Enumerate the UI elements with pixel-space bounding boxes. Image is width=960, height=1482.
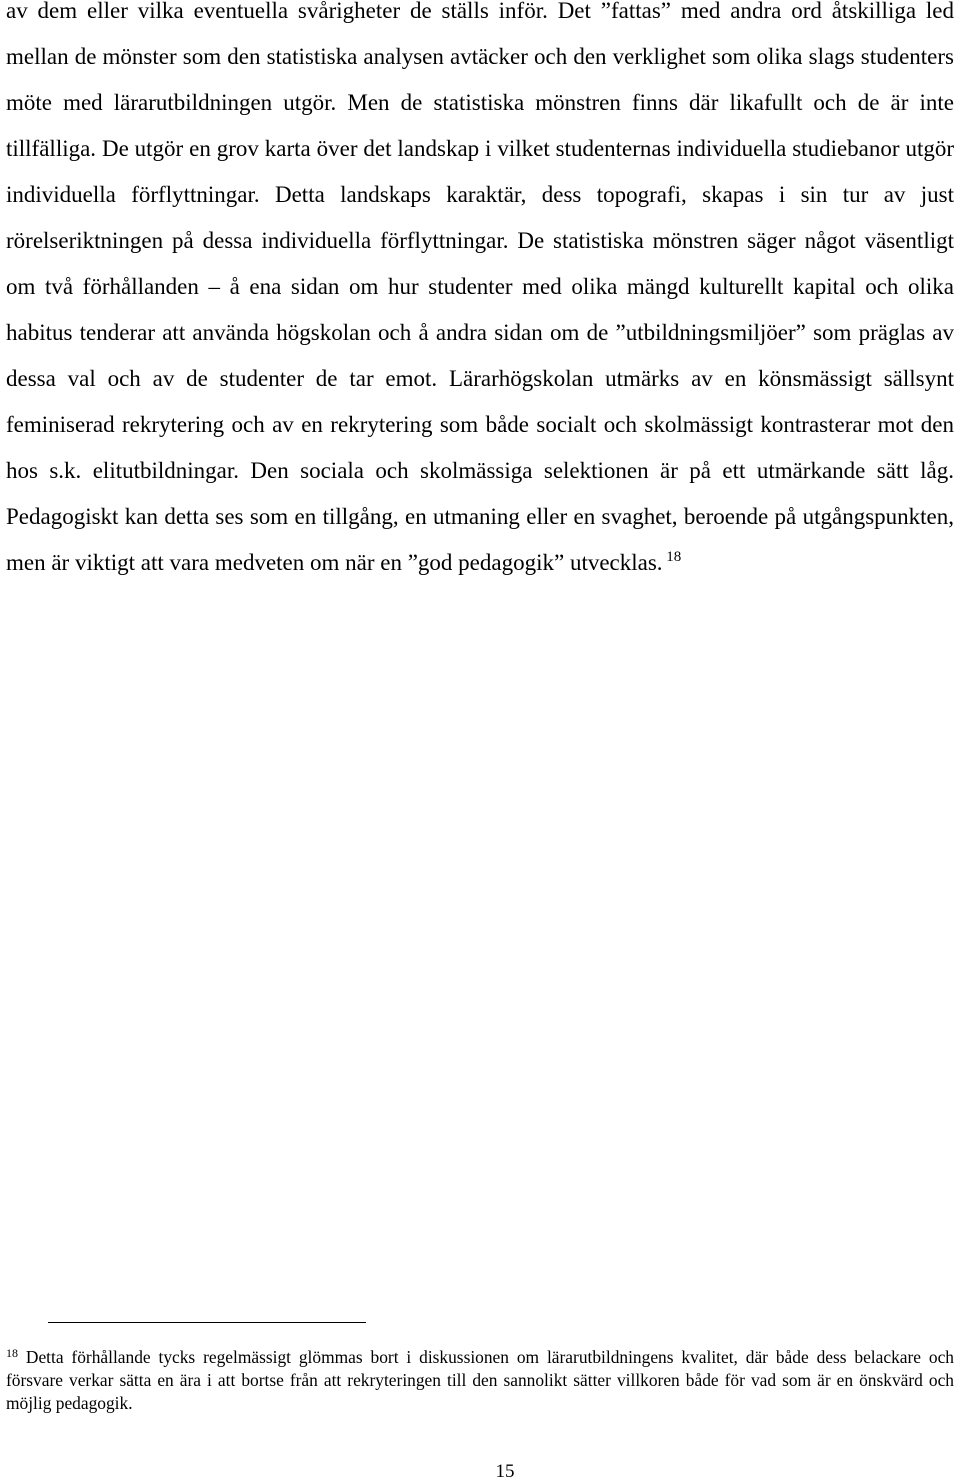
footnote-separator — [48, 1322, 366, 1323]
page-number: 15 — [495, 1461, 515, 1482]
body-paragraph-text: av dem eller vilka eventuella svårigheter de ställs inför. Det ”fattas” med andra ord åtskilliga led mellan de mönster som den statistiska analysen avtäcker och den verklighet som olika slags studenters möte med lärarutbildningen utgör. Men de statistiska mönstren finns där likafullt och de är inte tillfälliga. De utgör en grov karta över det landskap i vilket studenternas individuella studiebanor utgör individuella förflyttningar. Detta landskaps karaktär, dess topografi, skapas i sin tur av just rörelseriktningen på dessa individuella förflyttningar. De statistiska mönstren säger något väsentligt om två förhållanden – å ena sidan om hur studenter med olika mängd kulturellt kapital och olika habitus tenderar att använda högskolan och å andra sidan om de ”utbildningsmiljöer” som präglas av dessa val och av de studenter de tar emot. Lärarhögskolan utmärks av en könsmässigt sällsynt feminiserad rekrytering och av en rekrytering som både socialt och skolmässigt kontrasterar mot den hos s.k. elitutbildningar. Den sociala och skolmässiga selektionen är på ett utmärkande sätt låg. Pedagogiskt kan detta ses som en tillgång, en utmaning eller en svaghet, beroende på utgångspunkten, men är viktigt att vara medveten om när en ”god pedagogik” utvecklas. — [6, 0, 954, 575]
footnote-text: Detta förhållande tycks regelmässigt glömmas bort i diskussionen om lärarutbildningens kvalitet, där både dess belackare och försvare verkar sätta en ära i att bortse från att rekryteringen till den sannolikt sätter villkoren både för vad som är en önskvärd och möjlig pedagogik. — [6, 1347, 954, 1413]
footnote-reference[interactable]: 18 — [666, 549, 682, 565]
footnote — [6, 1346, 954, 1415]
body-paragraph — [6, 0, 954, 586]
footnote-number: 18 — [6, 1346, 18, 1360]
